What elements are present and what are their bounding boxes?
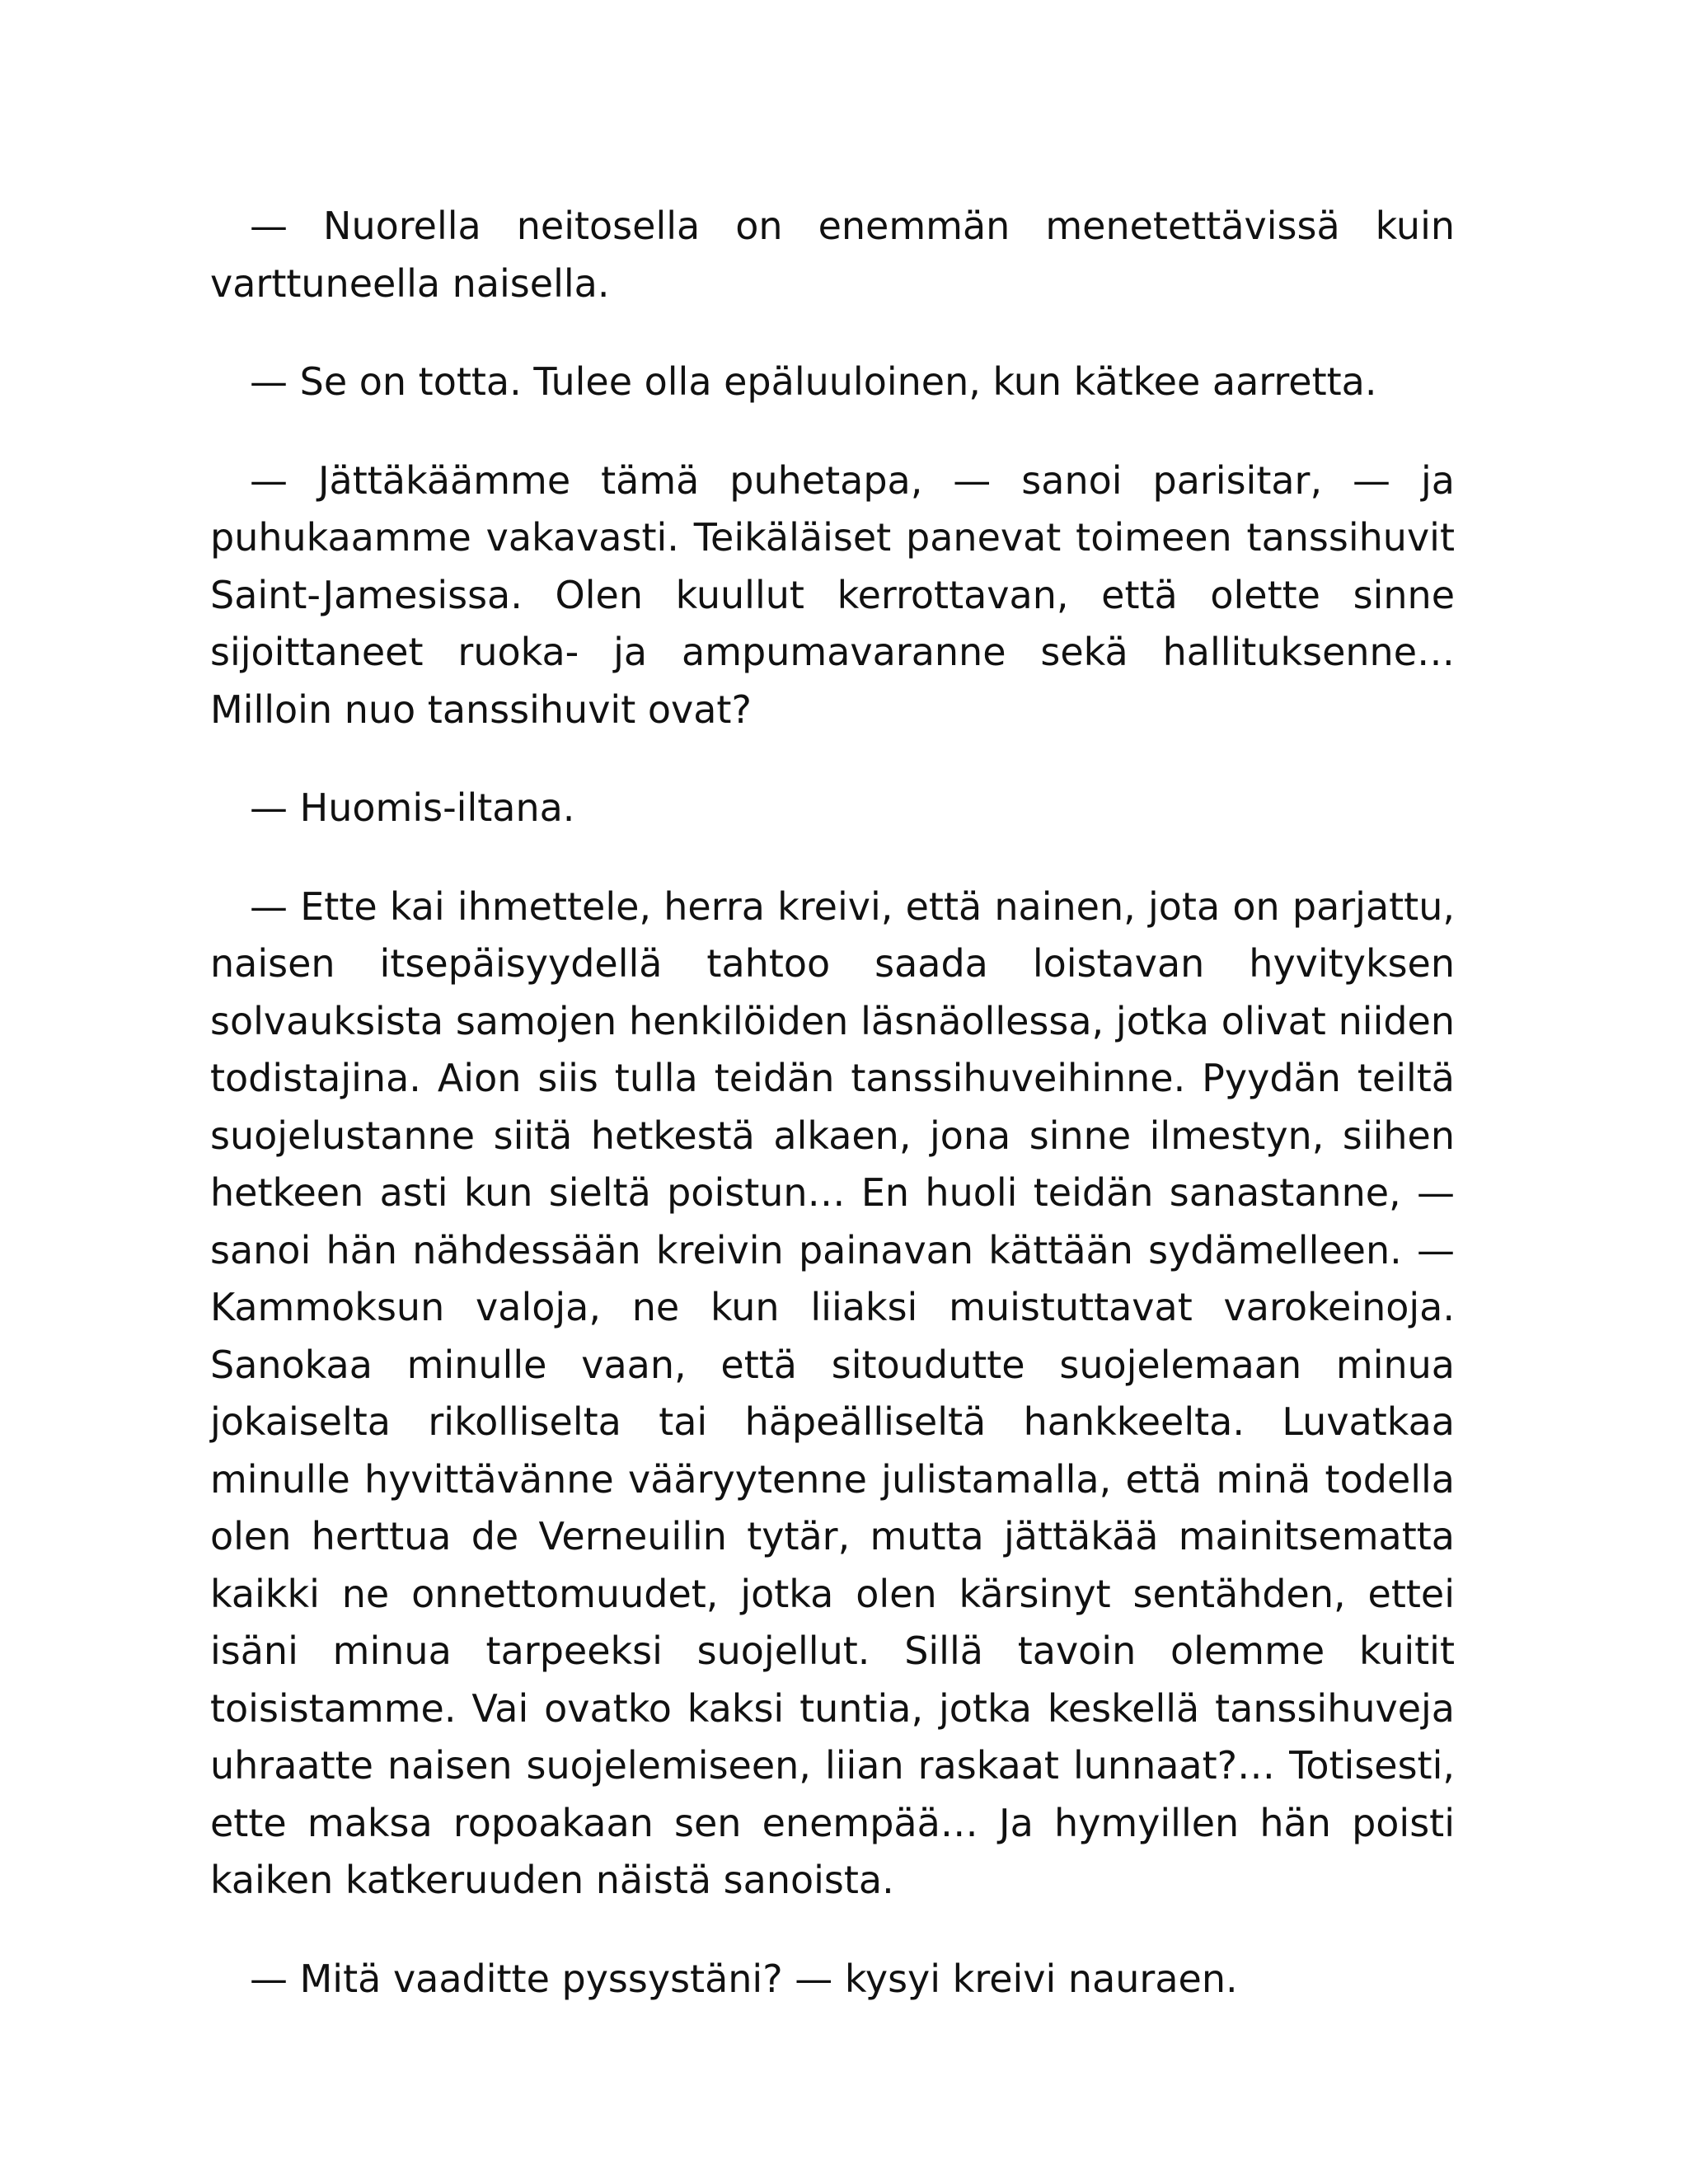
paragraph: — Jättäkäämme tämä puhetapa, — sanoi parisitar, — ja puhukaamme vakavasti. Teikäläiset panevat toimeen tanssihuvit Saint-Jamesissa. Olen kuullut kerrottavan, että olette sinne sijoittaneet ruoka- ja ampumavaranne sekä hallituksenne… Milloin nuo tanssihuvit ovat? bbox=[210, 457, 1455, 732]
text-body bbox=[210, 198, 1455, 2008]
paragraph: — Se on totta. Tulee olla epäluuloinen, kun kätkee aarretta. bbox=[250, 359, 1377, 404]
paragraph: — Nuorella neitosella on enemmän menetettävissä kuin varttuneella naisella. bbox=[210, 204, 1455, 306]
paragraph: — Huomis-iltana. bbox=[250, 785, 575, 830]
paragraph: — Ette kai ihmettele, herra kreivi, että nainen, jota on parjattu, naisen itsepäisyydellä tahtoo saada loistavan hyvityksen solvauksista samojen henkilöiden läsnäollessa, jotka olivat niiden todistajina. Aion siis tulla teidän tanssihuveihinne. Pyydän teiltä suojelustanne siitä hetkestä alkaen, jona sinne ilmestyn, siihen hetkeen asti kun sieltä poistun… En huoli teidän sanastanne, — sanoi hän nähdessään kreivin painavan kättään sydämelleen. — Kammoksun valoja, ne kun liiaksi muistuttavat varokeinoja. Sanokaa minulle vaan, että sitoudutte suojelemaan minua jokaiselta rikolliselta tai häpeälliseltä hankkeelta. Luvatkaa minulle hyvittävänne vääryytenne julistamalla, että minä todella olen herttua de Verneuilin tytär, mutta jättäkää mainitsematta kaikki ne onnettomuudet, jotka olen kärsinyt sentähden, ettei isäni minua tarpeeksi suojellut. Sillä tavoin olemme kuitit toisistamme. Vai ovatko kaksi tuntia, jotka keskellä tanssihuveja uhraatte naisen suojelemiseen, liian raskaat lunnaat?… Totisesti, ette maksa ropoakaan sen enempää… Ja hymyillen hän poisti kaiken katkeruuden näistä sanoista. bbox=[210, 883, 1455, 1902]
paragraph: — Mitä vaaditte pyssystäni? — kysyi kreivi nauraen. bbox=[250, 1956, 1238, 2001]
